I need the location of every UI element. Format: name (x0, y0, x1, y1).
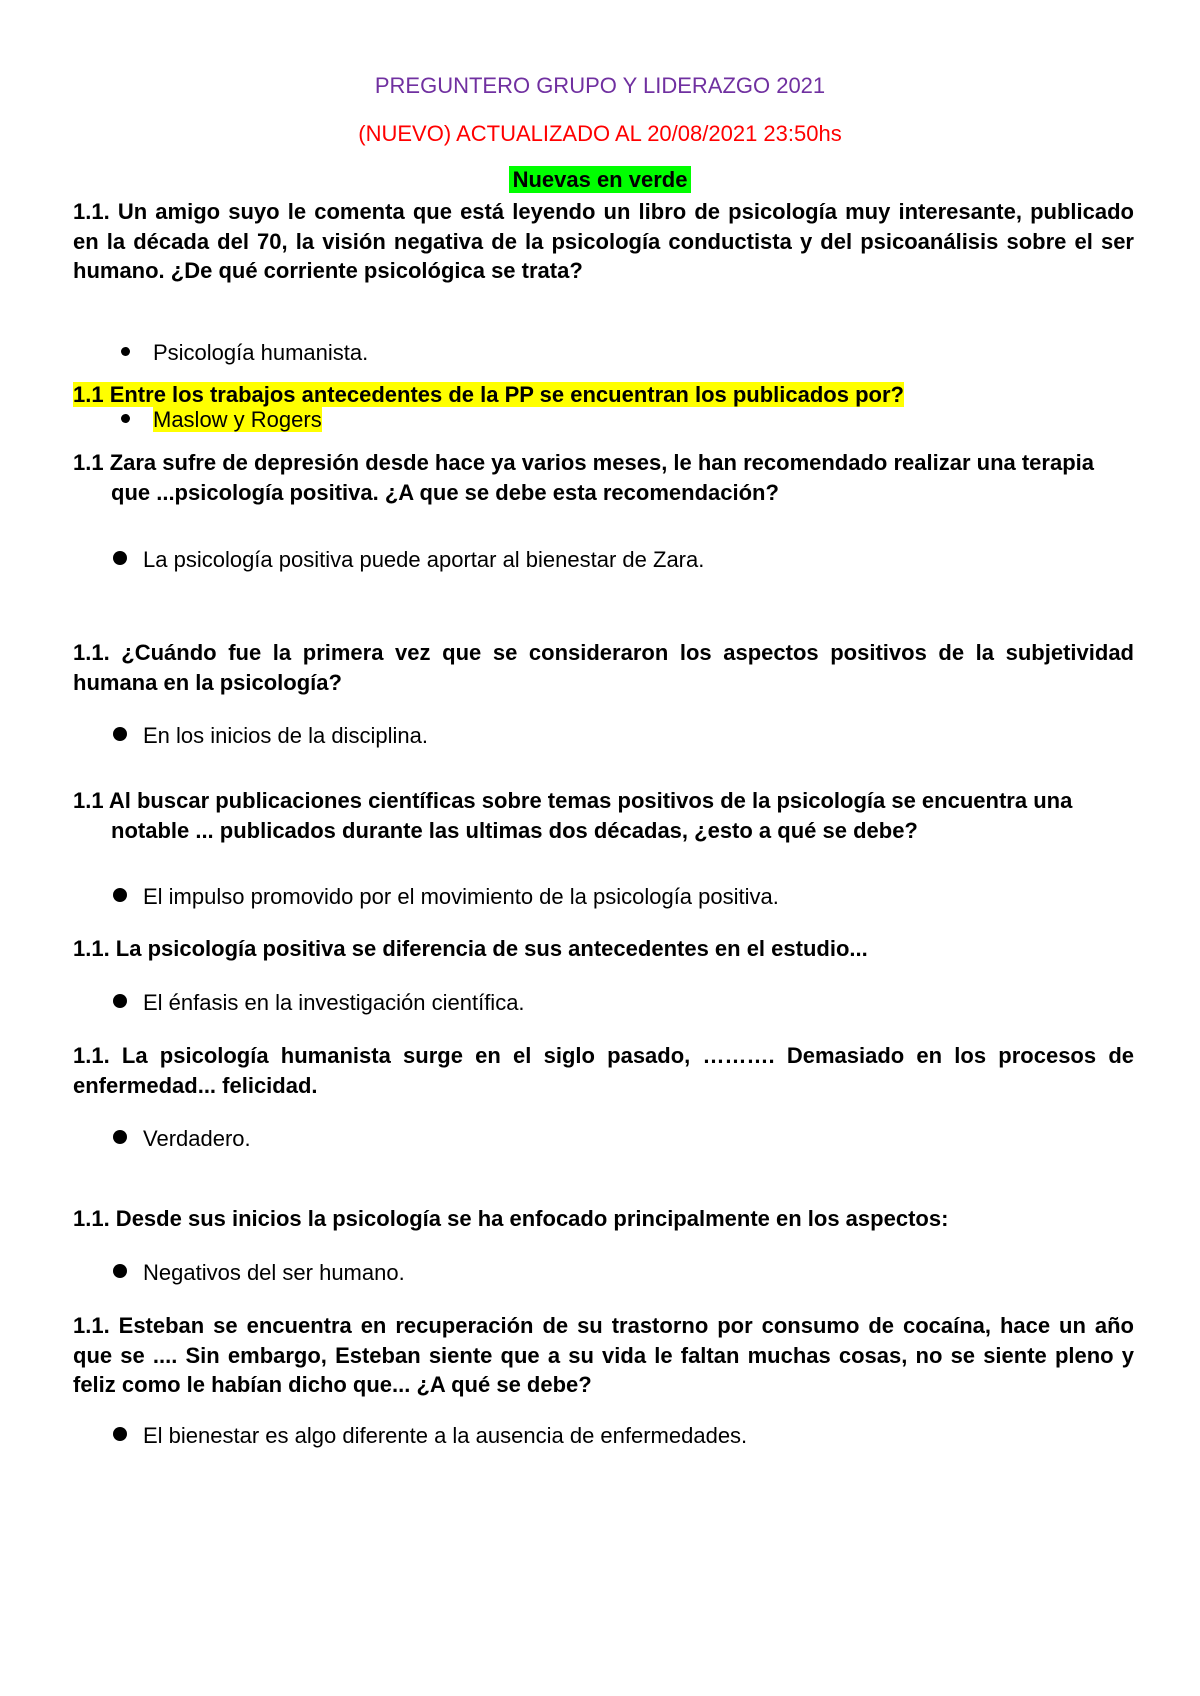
question-1: 1.1. Un amigo suyo le comenta que está leyendo un libro de psicología muy interesante, publicado en la década del 70, la visión negativa de la psicología conductista y del psicoanálisis sobre el ser humano. ¿De qué corriente psicológica se trata? (73, 199, 1134, 283)
answer-6: El énfasis en la investigación científica. (113, 988, 525, 1017)
answer-7: Verdadero. (113, 1124, 251, 1153)
answer-8: Negativos del ser humano. (113, 1258, 405, 1287)
question-4: 1.1. ¿Cuándo fue la primera vez que se consideraron los aspectos positivos de la subjetividad humana en la psicología? (73, 640, 1134, 695)
update-subtitle: (NUEVO) ACTUALIZADO AL 20/08/2021 23:50hs (358, 121, 842, 146)
answer-5: El impulso promovido por el movimiento de la psicología positiva. (113, 882, 779, 911)
new-items-legend: Nuevas en verde (509, 166, 692, 193)
question-3: 1.1 Zara sufre de depresión desde hace ya varios meses, le han recomendado realizar una terapia que ...psicología positiva. ¿A que se debe esta recomendación? (73, 450, 1095, 505)
bullet-icon (113, 888, 127, 902)
bullet-icon (113, 1264, 127, 1278)
question-6: 1.1. La psicología positiva se diferencia de sus antecedentes en el estudio... (73, 936, 868, 961)
question-5: 1.1 Al buscar publicaciones científicas sobre temas positivos de la psicología se encuentra una notable ... publicados durante las ultimas dos décadas, ¿esto a qué se debe? (73, 788, 1073, 843)
answer-9: El bienestar es algo diferente a la ausencia de enfermedades. (113, 1421, 747, 1450)
legend-line (0, 166, 1200, 194)
question-2: 1.1 Entre los trabajos antecedentes de la PP se encuentran los publicados por? (73, 382, 904, 407)
question-8: 1.1. Desde sus inicios la psicología se ha enfocado principalmente en los aspectos: (73, 1206, 949, 1231)
answer-2: Maslow y Rogers (117, 405, 322, 434)
document-title: PREGUNTERO GRUPO Y LIDERAZGO 2021 (374, 73, 826, 98)
answer-1: Psicología humanista. (117, 338, 368, 367)
bullet-icon (113, 551, 127, 565)
answer-4: En los inicios de la disciplina. (113, 721, 428, 750)
answer-3: La psicología positiva puede aportar al bienestar de Zara. (113, 545, 704, 574)
bullet-icon (113, 1427, 127, 1441)
bullet-icon (121, 414, 130, 423)
question-7: 1.1. La psicología humanista surge en el siglo pasado, ………. Demasiado en los procesos de enfermedad... felicidad. (73, 1043, 1134, 1098)
bullet-icon (113, 1130, 127, 1144)
question-9: 1.1. Esteban se encuentra en recuperación de su trastorno por consumo de cocaína, hace un año que se .... Sin embargo, Esteban siente que a su vida le faltan muchas cosas, no se siente pleno y feliz como le habían dicho que... ¿A qué se debe? (73, 1313, 1134, 1397)
bullet-icon (113, 994, 127, 1008)
bullet-icon (121, 347, 130, 356)
bullet-icon (113, 727, 127, 741)
